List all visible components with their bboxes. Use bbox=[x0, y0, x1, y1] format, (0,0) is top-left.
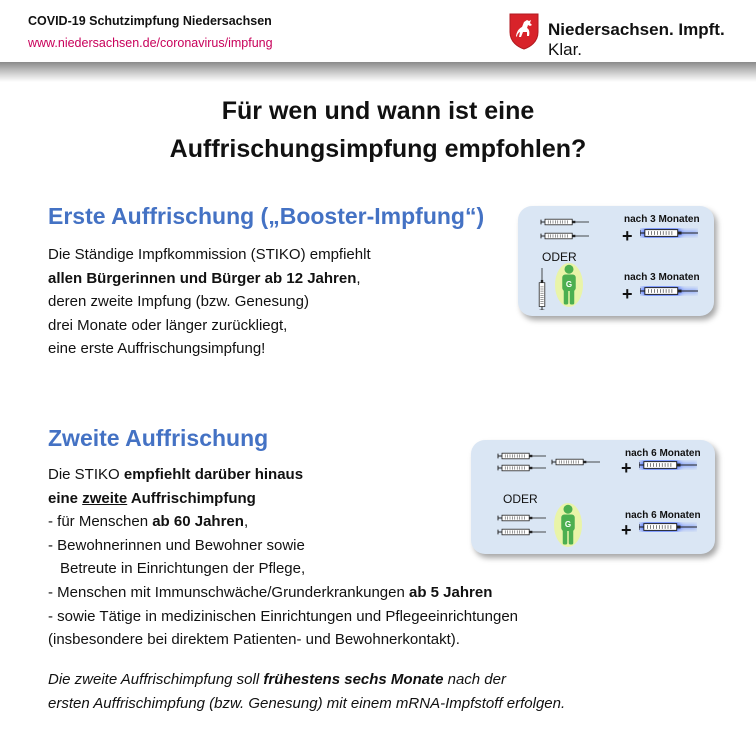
recovered-person-icon bbox=[554, 262, 584, 308]
oder-label: ODER bbox=[542, 250, 577, 264]
syringe-icon bbox=[551, 458, 601, 466]
second-text-line-8: (insbesondere bei direktem Patienten- und Bewohnerkontakt). bbox=[48, 631, 460, 649]
second-text-line-2c: Auffrischimpfung bbox=[127, 489, 256, 507]
syringe-icon bbox=[497, 514, 547, 522]
second-text-zweite: zweite bbox=[82, 489, 128, 507]
second-text-line-4: - Bewohnerinnen und Bewohner sowie bbox=[48, 536, 305, 554]
claim-regular: Klar. bbox=[548, 40, 583, 59]
second-booster-diagram bbox=[471, 440, 715, 554]
second-text-line-1a: Die STIKO bbox=[48, 466, 124, 483]
second-text-line-3b: ab 60 Jahren bbox=[152, 513, 244, 531]
lower-saxony-horse-icon bbox=[508, 12, 540, 50]
interval-label-top: nach 3 Monaten bbox=[624, 214, 700, 225]
booster-syringe-icon bbox=[639, 460, 697, 470]
plus-sign: + bbox=[621, 458, 632, 478]
booster-syringe-icon bbox=[640, 228, 698, 238]
recovered-person-icon bbox=[553, 502, 583, 548]
second-text-line-6 bbox=[48, 581, 518, 605]
second-text-line-7: - sowie Tätige in medizinischen Einrichtungen und Pflegeeinrichtungen bbox=[48, 607, 519, 625]
second-text-line-3c: , bbox=[243, 513, 249, 531]
closing-note-line-2: ersten Auffrischimpfung (bzw. Genesung) mit einem mRNA-Impfstoff erfolgen. bbox=[48, 694, 566, 712]
first-target-group: allen Bürgerinnen und Bürger ab 12 Jahren bbox=[48, 269, 357, 287]
second-booster-heading: Zweite Auffrischung bbox=[48, 425, 269, 451]
syringe-icon bbox=[497, 528, 547, 536]
page-title-line-2: Auffrischungsimpfung empfohlen? bbox=[169, 135, 587, 163]
booster-syringe-icon bbox=[639, 522, 697, 532]
plus-sign: + bbox=[621, 520, 632, 540]
second-text-line-2a: eine bbox=[48, 489, 83, 507]
syringe-icon bbox=[497, 464, 547, 472]
first-booster-diagram bbox=[518, 206, 714, 316]
first-text-line-1: Die Ständige Impfkommission (STIKO) empfiehlt bbox=[48, 246, 371, 263]
second-booster-text bbox=[48, 463, 518, 652]
second-text-line-1b: empfiehlt darüber hinaus bbox=[123, 466, 304, 483]
first-text-line-3: deren zweite Impfung (bzw. Genesung) bbox=[48, 293, 309, 311]
second-text-line-2 bbox=[48, 487, 518, 511]
interval-label-bottom: nach 3 Monaten bbox=[624, 272, 700, 283]
second-text-line-3a: - für Menschen bbox=[48, 513, 153, 531]
interval-label-top: nach 6 Monaten bbox=[625, 448, 701, 459]
syringe-vertical-icon bbox=[538, 268, 546, 310]
closing-note-1a: Die zweite Auffrischimpfung soll bbox=[48, 671, 264, 688]
header-title: COVID-19 Schutzimpfung Niedersachsen bbox=[28, 14, 272, 28]
closing-note bbox=[48, 668, 565, 715]
claim bbox=[548, 20, 756, 60]
header bbox=[0, 0, 756, 64]
syringe-icon bbox=[540, 232, 590, 240]
syringe-icon bbox=[497, 452, 547, 460]
second-text-line-5: Betreute in Einrichtungen der Pflege, bbox=[60, 560, 306, 578]
header-url[interactable]: www.niedersachsen.de/coronavirus/impfung bbox=[28, 36, 273, 50]
closing-note-1c: nach der bbox=[443, 671, 506, 688]
oder-label: ODER bbox=[503, 492, 538, 506]
booster-syringe-icon bbox=[640, 286, 698, 296]
header-shadow-bar bbox=[0, 62, 756, 82]
first-booster-text bbox=[48, 243, 371, 361]
first-text-line-2-end: , bbox=[356, 269, 361, 287]
person-letter: G bbox=[565, 280, 573, 289]
syringe-icon bbox=[540, 218, 590, 226]
first-text-line-5: eine erste Auffrischungsimpfung! bbox=[48, 340, 266, 358]
first-booster-heading: Erste Auffrischung („Booster-Impfung“) bbox=[48, 203, 485, 229]
person-letter: G bbox=[564, 520, 572, 529]
second-text-line-3 bbox=[48, 510, 518, 534]
plus-sign: + bbox=[622, 284, 633, 304]
second-text-line-1 bbox=[48, 463, 518, 487]
second-text-line-6b: ab 5 Jahren bbox=[409, 583, 493, 601]
page-title-line-1: Für wen und wann ist eine bbox=[221, 97, 535, 125]
plus-sign: + bbox=[622, 226, 633, 246]
closing-note-line-1 bbox=[48, 668, 565, 692]
closing-note-1b: frühestens sechs Monate bbox=[263, 671, 444, 688]
first-text-line-2 bbox=[48, 267, 371, 291]
page-title bbox=[0, 92, 756, 168]
first-text-line-4: drei Monate oder länger zurückliegt, bbox=[48, 316, 288, 334]
claim-bold: Niedersachsen. Impft. bbox=[548, 20, 725, 39]
interval-label-bottom: nach 6 Monaten bbox=[625, 510, 701, 521]
second-text-line-6a: - Menschen mit Immunschwäche/Grunderkrankungen bbox=[48, 583, 409, 601]
